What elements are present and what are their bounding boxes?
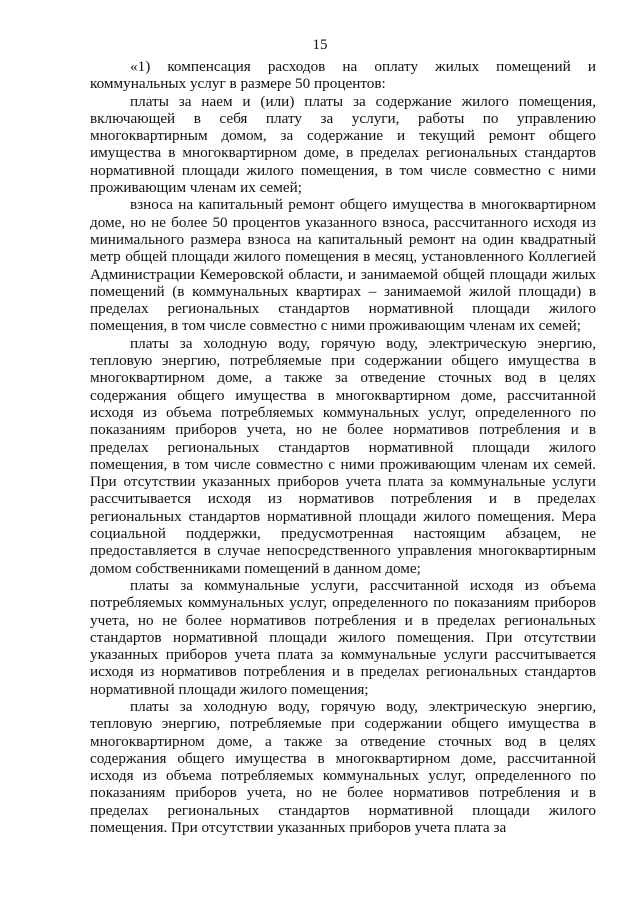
paragraph-common-utilities-repeat: платы за холодную воду, горячую воду, электрическую энергию, тепловую энергию, потребляемые при содержании общего имущества в многоквартирном доме, а также за отведение сточных вод в целях содержания общего имущества в многоквартирном доме, рассчитанной исходя из объема потребляемых коммунальных услуг, определенного по показаниям приборов учета, но не более нормативов потребления и в пределах региональных стандартов нормативной площади жилого помещения. При отсутствии указанных приборов учета плата за <box>90 697 596 837</box>
paragraph-housing-fee: платы за наем и (или) платы за содержание жилого помещения, включающей в себя плату за услуги, работы по управлению многоквартирным домом, за содержание и текущий ремонт общего имущества в многоквартирном доме, в пределах региональных стандартов нормативной площади жилого помещения, в том числе совместно с ними проживающим членам их семей; <box>90 92 596 197</box>
paragraph-utility-services: платы за коммунальные услуги, рассчитанной исходя из объема потребляемых коммунальных услуг, определенного по показаниям приборов учета, но не более нормативов потребления и в пределах региональных стандартов нормативной площади жилого помещения. При отсутствии указанных приборов учета плата за коммунальные услуги рассчитывается исходя из нормативов потребления и в пределах региональных стандартов нормативной площади жилого помещения; <box>90 576 596 698</box>
document-body <box>90 58 596 836</box>
page-number: 15 <box>312 37 328 53</box>
paragraph-capital-repair: взноса на капитальный ремонт общего имущества в многоквартирном доме, но не более 50 процентов указанного взноса, рассчитанного исходя из минимального размера взноса на капитальный ремонт на один квадратный метр общей площади жилого помещения в месяц, установленного Коллегией Администрации Кемеровской области, и занимаемой общей площади жилых помещений (в коммунальных квартирах – занимаемой жилой площади) в пределах региональных стандартов нормативной площади жилого помещения, в том числе совместно с ними проживающим членам их семей; <box>90 196 596 335</box>
paragraph-common-utilities: платы за холодную воду, горячую воду, электрическую энергию, тепловую энергию, потребляемые при содержании общего имущества в многоквартирном доме, а также за отведение сточных вод в целях содержания общего имущества в многоквартирном доме, рассчитанной исходя из объема потребляемых коммунальных услуг, определенного по показаниям приборов учета, но не более нормативов потребления и в пределах региональных стандартов нормативной площади жилого помещения, в том числе совместно с ними проживающим членам их семей. При отсутствии указанных приборов учета плата за коммунальные услуги рассчитывается исходя из нормативов потребления и в пределах региональных стандартов нормативной площади жилого помещения. Мера социальной поддержки, предусмотренная настоящим абзацем, не предоставляется в случае непосредственного управления многоквартирным домом собственниками помещений в данном доме; <box>90 334 596 577</box>
paragraph-compensation-intro: «1) компенсация расходов на оплату жилых помещений и коммунальных услуг в размере 50 процентов: <box>90 58 596 93</box>
